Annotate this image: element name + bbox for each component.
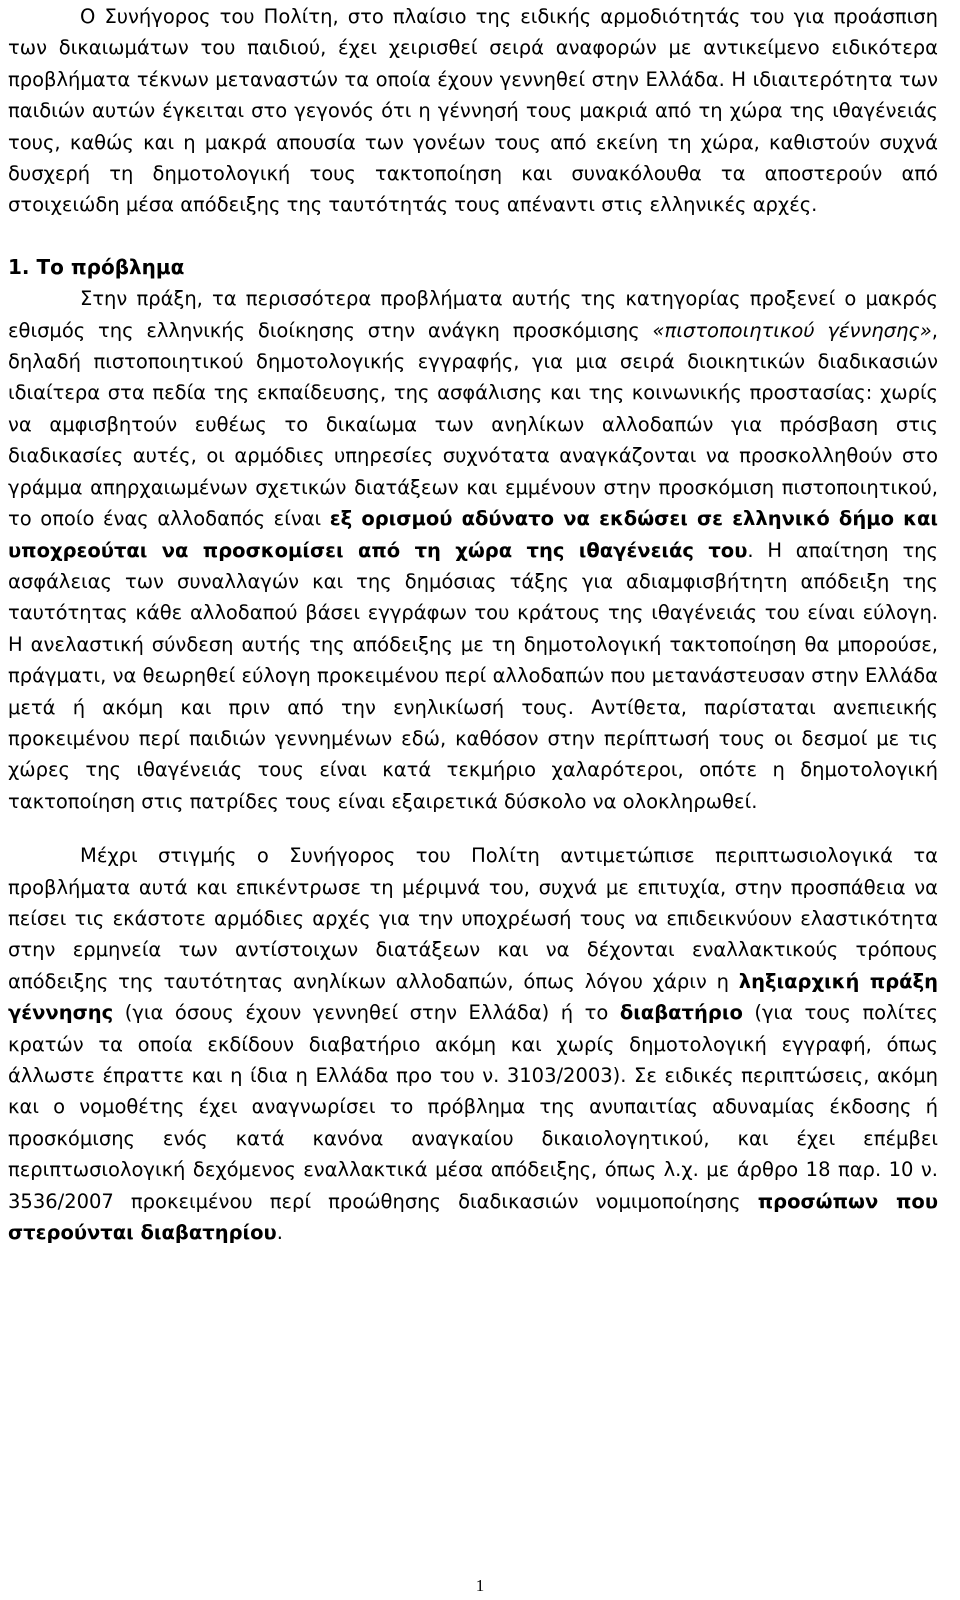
text-run: (για όσους έχουν γεννηθεί στην Ελλάδα) ή το — [113, 1001, 620, 1025]
text-run: . Η απαίτηση της ασφάλειας των συναλλαγών και της δημόσιας τάξης για αδιαμφισβήτητη απόδειξη της ταυτότητας κάθε αλλοδαπού βάσει εγγράφων του κράτους της ιθαγένειάς του είναι εύλογη. Η ανελαστική σύνδεση αυτής της απόδειξης με τη δημοτολογική τακτοποίηση θα μπορούσε, πράγματι, να θεωρηθεί εύλογη προκειμένου περί αλλοδαπών που μετανάστευσαν στην Ελλάδα μετά ή ακόμη και πριν από την ενηλικίωσή τους. Αντίθετα, παρίσταται ανεπιεικής προκειμένου περί παιδιών γεννημένων εδώ, καθόσον στην περίπτωσή τους οι δεσμοί με τις χώρες της ιθαγένειάς τους είναι κατά τεκμήριο χαλαρότεροι, οπότε η δημοτολογική τακτοποίηση στις πατρίδες τους είναι εξαιρετικά δύσκολο να ολοκληρωθεί. — [8, 538, 938, 813]
paragraph-ombudsman-practice — [8, 840, 938, 1248]
italic-term: «πιστοποιητικού γέννησης» — [652, 318, 932, 342]
bold-term-passport: διαβατήριο — [619, 1001, 743, 1025]
bold-emphasis: εξ ορισμού αδύνατο να εκδώσει σε ελληνικό δήμο και υποχρεούται να προσκομίσει από τη χώρα της ιθαγένειάς του — [8, 507, 938, 562]
bold-term-birth-certificate: ληξιαρχική πράξη γέννησης — [8, 969, 938, 1025]
text-run: , δηλαδή πιστοποιητικού δημοτολογικής εγγραφής, για μια σειρά διοικητικών διαδικασιών ιδιαίτερα στα πεδία της εκπαίδευσης, της ασφάλισης και της κοινωνικής προστασίας: χωρίς να αμφισβητούν ευθέως το δικαίωμα των ανηλίκων αλλοδαπών για πρόσβαση στις διαδικασίες αυτές, οι αρμόδιες υπηρεσίες συχνότατα αναγκάζονται να προσκολληθούν στο γράμμα απηρχαιωμένων σχετικών διατάξεων και εμμένουν στην προσκόμιση πιστοποιητικού, το οποίο ένας αλλοδαπός είναι — [8, 318, 938, 531]
text-run: Στην πράξη, τα περισσότερα προβλήματα αυτής της κατηγορίας προξενεί ο μακρός εθισμός της ελληνικής διοίκησης στην ανάγκη προσκόμισης — [8, 287, 938, 342]
text-run: . — [276, 1221, 283, 1245]
bold-term-persons-without-passport: προσώπων που στερούνται διαβατηρίου — [8, 1189, 938, 1245]
paragraph-problem — [8, 283, 938, 817]
text-run: (για τους πολίτες κρατών τα οποία εκδίδουν διαβατήριο ακόμη και χωρίς δημοτολογική εγγραφή, όπως άλλωστε έπραττε και η ίδια η Ελλάδα προ του ν. 3103/2003). Σε ειδικές περιπτώσεις, ακόμη και ο νομοθέτης έχει αναγνωρίσει το πρόβλημα της ανυπαιτίας αδυναμίας έκδοσης ή προσκόμισης ενός κατά κανόνα αναγκαίου δικαιολογητικού, και έχει επέμβει περιπτωσιολογική δεχόμενος εναλλακτικά μέσα απόδειξης, όπως λ.χ. με άρθρο 18 παρ. 10 ν. 3536/2007 προκειμένου περί προώθησης διαδικασιών νομιμοποίησης — [8, 1001, 938, 1213]
intro-paragraph: Ο Συνήγορος του Πολίτη, στο πλαίσιο της ειδικής αρμοδιότητάς του για προάσπιση των δικαιωμάτων του παιδιού, έχει χειρισθεί σειρά αναφορών με αντικείμενο ειδικότερα προβλήματα τέκνων μεταναστών τα οποία έχουν γεννηθεί στην Ελλάδα. Η ιδιαιτερότητα των παιδιών αυτών έγκειται στο γεγονός ότι η γέννησή τους μακριά από τη χώρα της ιθαγένειάς τους, καθώς και η μακρά απουσία των γονέων τους από εκείνη τη χώρα, καθιστούν συχνά δυσχερή τη δημοτολογική τους τακτοποίηση και συνακόλουθα τα αποστερούν από στοιχειώδη μέσα απόδειξης της ταυτότητάς τους απέναντι στις ελληνικές αρχές. — [8, 5, 938, 217]
section-heading: 1. Το πρόβλημα — [8, 254, 185, 279]
page-number: 1 — [475, 1576, 485, 1595]
text-run: Μέχρι στιγμής ο Συνήγορος του Πολίτη αντιμετώπισε περιπτωσιολογικά τα προβλήματα αυτά και επικέντρωσε τη μέριμνά του, συχνά με επιτυχία, στην προσπάθεια να πείσει τις εκάστοτε αρμόδιες αρχές για την υποχρέωσή τους να επιδεικνύουν ελαστικότητα στην ερμηνεία των αντίστοιχων διατάξεων και να δέχονται εναλλακτικούς τρόπους απόδειξης της ταυτότητας ανηλίκων αλλοδαπών, όπως λόγου χάριν η — [8, 844, 938, 993]
